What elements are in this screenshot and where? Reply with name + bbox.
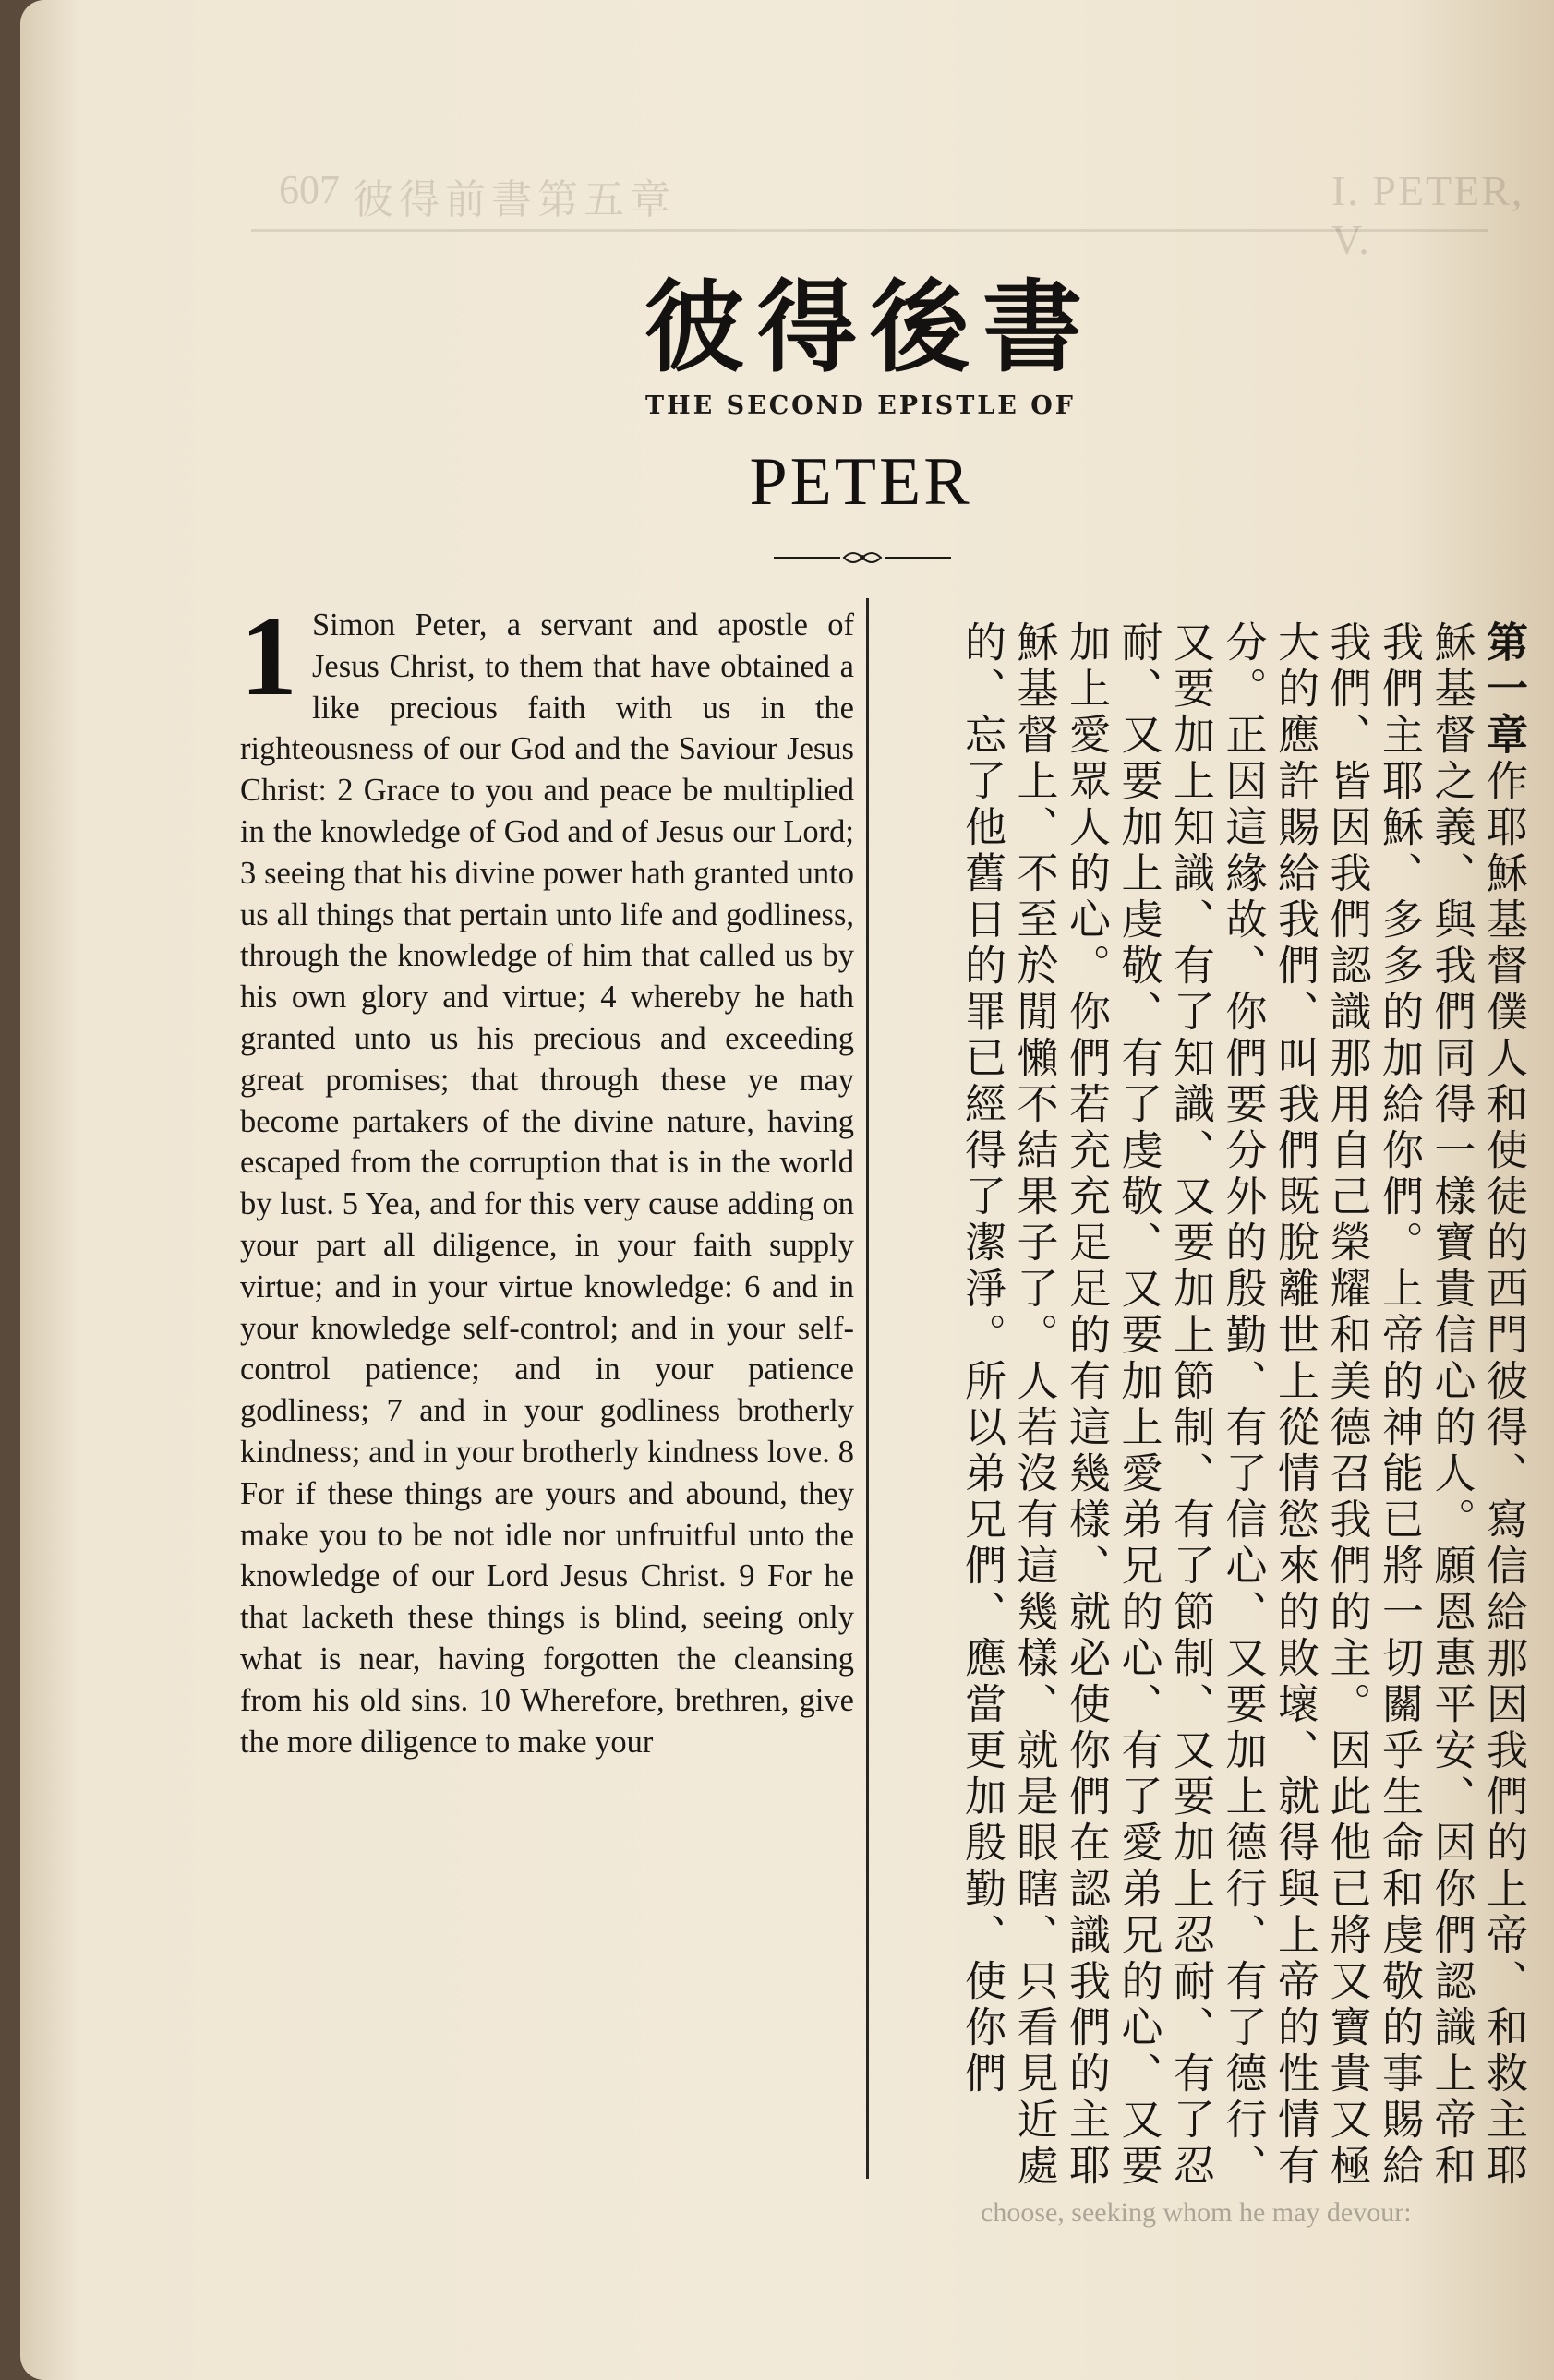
show-through-running-head: I. PETER, V. — [1331, 167, 1524, 263]
show-through-chinese-head: 彼得前書第五章 — [353, 177, 676, 222]
column-divider — [866, 598, 869, 2179]
show-through-page-number: 607 — [279, 167, 340, 212]
bible-page — [20, 0, 1554, 2380]
chinese-book-title: 彼得後書 — [644, 270, 1095, 386]
chapter-number: 1 — [240, 593, 297, 719]
title-ornament — [770, 548, 955, 567]
english-book-title: PETER — [749, 444, 972, 520]
show-through-bottom-text: choose, seeking whom he may devour: — [981, 2197, 1412, 2228]
chinese-passage: 作耶穌基督僕人和使徒的西門彼得、寫信給那因我們的上帝、和救主耶穌基督之義、與我們同得一樣寶貴信心的人。願恩惠平安、因你們認識上帝和我們主耶穌、多多的加給你們。上帝的神能已將一切關乎生命和虔敬的事賜給我們、皆因我們認識那用自己榮耀和美德召我們的主。因此他已將又寶貴又極大的應許賜給我們、叫我們既脫離世上從情慾來的敗壞、就得與上帝的性情有分。正因這緣故、你們要分外的殷勤、有了信心、又要加上德行、有了德行、又要加上知識、有了知識、又要加上節制、有了節制、又要加上忍耐、有了忍耐、又要加上虔敬、有了虔敬、又要加上愛弟兄的心、有了愛弟兄的心、又要加上愛眾人的心。你們若充充足足的有這幾樣、就必使你們在認識我們的主耶穌基督上、不至於閒懶不結果子了。人若沒有這幾樣、就是眼瞎、只看見近處的、忘了他舊日的罪已經得了潔淨。所以弟兄們、應當更加殷勤、使你們 — [958, 620, 1528, 2190]
english-subtitle: THE SECOND EPISTLE OF — [645, 391, 1076, 420]
show-through-rule — [251, 229, 1488, 232]
chinese-chapter-heading: 第一章 — [1479, 620, 1528, 759]
chinese-text-column — [877, 620, 1529, 2190]
english-passage: Simon Peter, a servant and apostle of Jesus Christ, to them that have obtained a like precious faith with us in the righteousness of our God and the Saviour Jesus Christ: 2 Grace to you and peace be multiplied in the knowledge of God and of Jesus our Lord; 3 seeing that his divine power hath granted unto us all things that pertain unto life and godliness, through the knowledge of him that called us by his own glory and virtue; 4 whereby he hath granted unto us his precious and exceeding great promises; that through these ye may become partakers of the divine nature, having escaped from the corruption that is in the world by lust. 5 Yea, and for this very cause adding on your part all diligence, in your faith supply virtue; and in your virtue knowledge: 6 and in your knowledge self-control; and in your self-control patience; and in your patience godliness; 7 and in your godliness brotherly kindness; and in your brotherly kindness love. 8 For if these things are yours and abound, they make you to be not idle nor unfruitful unto the knowledge of our Lord Jesus Christ. 9 For he that lacketh these things is blind, seeing only what is near, having forgotten the cleansing from his old sins. 10 Wherefore, brethren, give the more diligence to make your — [240, 607, 854, 1760]
english-text-column — [240, 593, 854, 1762]
